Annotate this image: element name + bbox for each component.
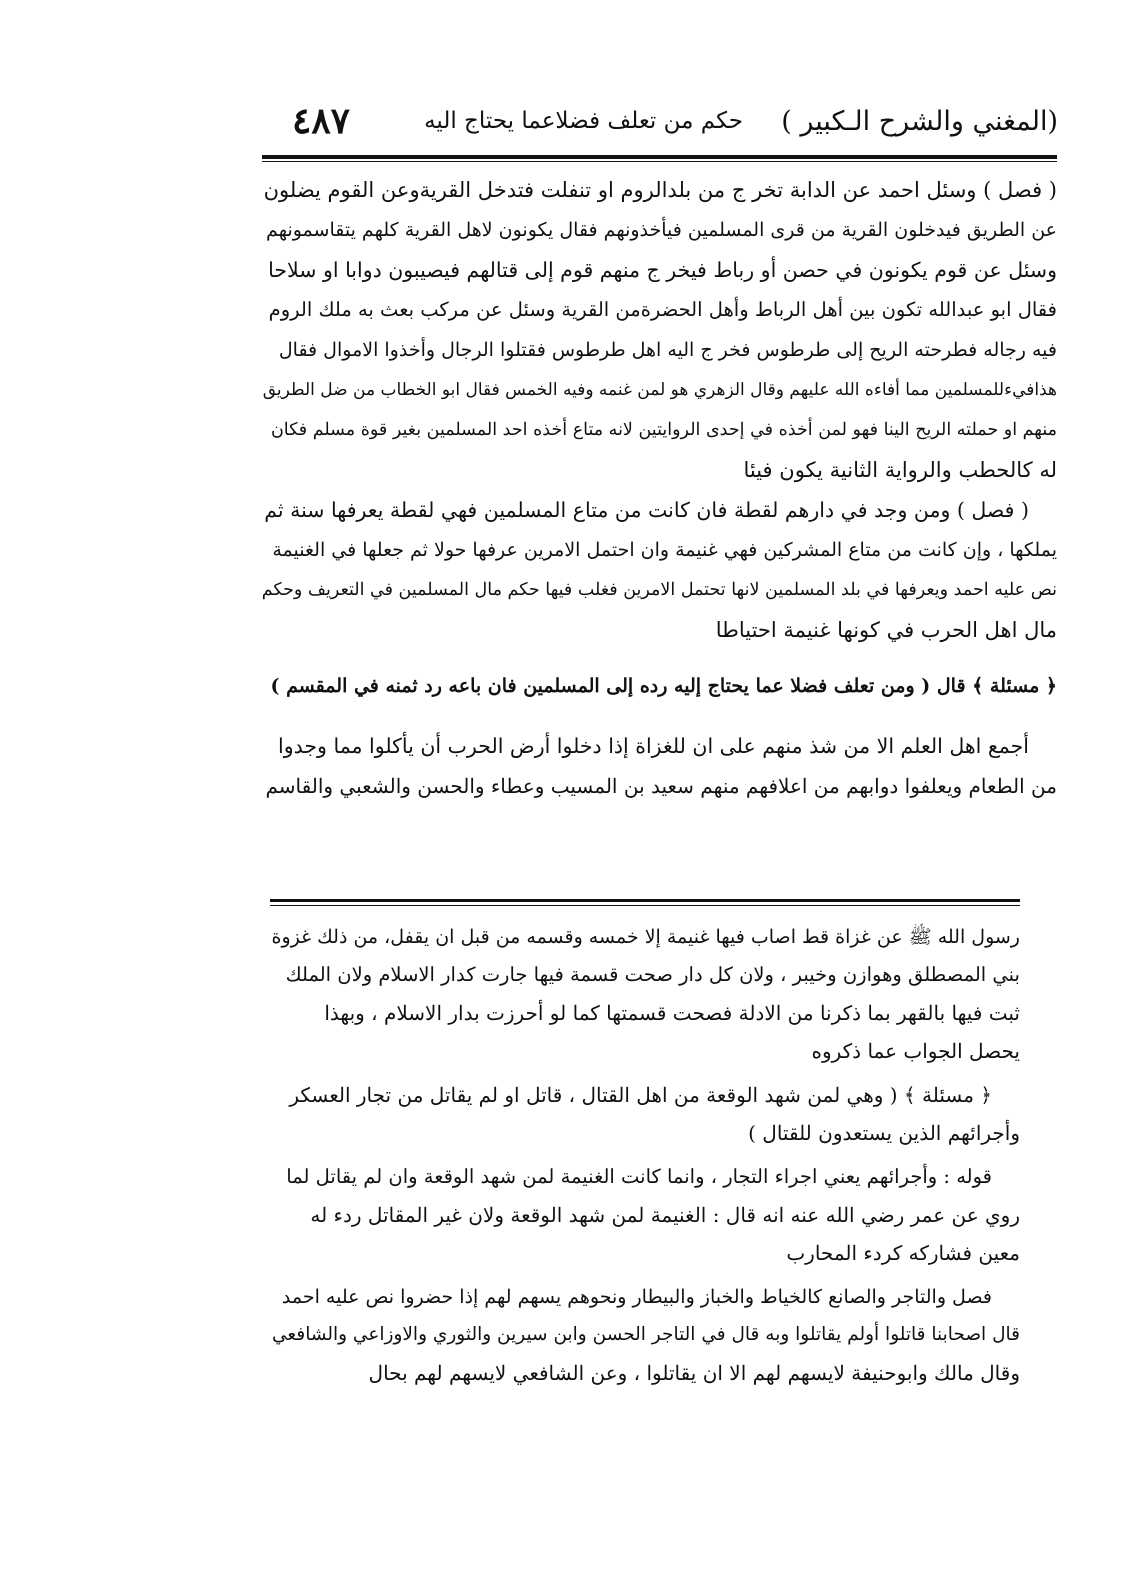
text-line: بني المصطلق وهوازن وخيبر ، ولان كل دار صحت قسمة فيها جارت كدار الاسلام ولان الملك [285,963,1020,986]
text-line: من الطعام ويعلفوا دوابهم من اعلافهم منهم سعيد بن المسيب وعطاء والحسن والشعبي والقاسم [265,774,1057,798]
page-number: ٤٨٧ [292,100,351,142]
page-header [258,100,1058,152]
text-line: ثبت فيها بالقهر بما ذكرنا من الادلة فصحت قسمتها كما لو أحرزت بدار الاسلام ، وبهذا [324,1001,1020,1025]
text-line: هذافيءللمسلمين مما أفاءه الله عليهم وقال الزهري هو لمن غنمه وفيه الخمس فقال ابو الخطاب من ضل الطريق [262,380,1057,400]
running-section-title: حكم من تعلف فضلاعما يحتاج اليه [424,108,743,134]
text-line: منهم او حملته الريح الينا فهو لمن أخذه في إحدى الروايتين لانه متاع أخذه احد المسلمين بغير قوة مسلم فكان [270,420,1057,440]
lower-text-block [270,918,1020,1392]
text-line: وقال مالك وابوحنيفة لايسهم لهم الا ان يقاتلوا ، وعن الشافعي لايسهم لهم بحال [368,1361,1020,1385]
upper-text-block [262,170,1057,806]
text-line: فيه رجاله فطرحته الريح إلى طرطوس فخر ج اليه اهل طرطوس فقتلوا الرجال وأخذوا الاموال فقال [278,339,1057,361]
text-line: روي عن عمر رضي الله عنه انه قال : الغنيمة لمن شهد الوقعة ولان غير المقاتل ردء له [310,1203,1020,1227]
text-line: له كالحطب والرواية الثانية يكون فيئا [743,458,1057,482]
text-line: معين فشاركه كردء المحارب [786,1241,1020,1265]
text-line: فقال ابو عبدالله تكون بين أهل الرباط وأهل الحضرةمن القرية وسئل عن مركب بعث به ملك الروم [268,298,1057,321]
header-rule-thin [262,161,1057,162]
text-line: ( فصل ) ومن وجد في دارهم لقطة فان كانت من متاع المسلمين فهي لقطة يعرفها سنة ثم [264,498,1029,522]
text-line: قوله : وأجرائهم يعني اجراء التجار ، وانما كانت الغنيمة لمن شهد الوقعة وان لم يقاتل لما [286,1165,992,1188]
text-line: يملكها ، وإن كانت من متاع المشركين فهي غنيمة وان احتمل الامرين عرفها حولا ثم جعلها في الغنيمة [272,539,1057,561]
masala-heading: ﴿ مسئلة ﴾ قال ( ومن تعلف فضلا عما يحتاج إليه رده إلى المسلمين فان باعه رد ثمنه في المقسم ) [270,675,1057,697]
text-line: نص عليه احمد ويعرفها في بلد المسلمين لانها تحتمل الامرين فغلب فيها حكم مال المسلمين في التعريف وحكم [262,580,1057,600]
text-line: قال اصحابنا قاتلوا أولم يقاتلوا وبه قال في التاجر الحسن وابن سيرين والثوري والاوزاعي والشافعي [272,1324,1020,1345]
header-rule [262,155,1057,159]
text-line: فصل والتاجر والصانع كالخياط والخباز والبيطار ونحوهم يسهم لهم إذا حضروا نص عليه احمد [281,1286,992,1308]
text-line: رسول الله ﷺ عن غزاة قط اصاب فيها غنيمة إلا خمسه وقسمه من قبل ان يقفل، من ذلك غزوة [271,926,1020,948]
text-line: ( فصل ) وسئل احمد عن الدابة تخر ج من بلدالروم او تنفلت فتدخل القريةوعن القوم يضلون [263,178,1057,202]
text-line: وأجرائهم الذين يستعدون للقتال ) [748,1121,1020,1145]
running-book-title: (المغني والشرح الـكبير ) [781,106,1058,137]
section-divider [270,899,1020,902]
text-line: يحصل الجواب عما ذكروه [811,1039,1020,1063]
text-line: أجمع اهل العلم الا من شذ منهم على ان للغزاة إذا دخلوا أرض الحرب أن يأكلوا مما وجدوا [278,734,1029,758]
text-line: مال اهل الحرب في كونها غنيمة احتياطا [715,618,1057,642]
masala-line: ﴿ مسئلة ﴾ ( وهي لمن شهد الوقعة من اهل القتال ، قاتل او لم يقاتل من تجار العسكر [289,1083,992,1107]
text-line: وسئل عن قوم يكونون في حصن أو رباط فيخر ج منهم قوم إلى قتالهم فيصيبون دوابا او سلاحا [268,258,1057,282]
section-divider-thin [270,905,1020,906]
text-line: عن الطريق فيدخلون القرية من قرى المسلمين فيأخذونهم فقال يكونون لاهل القرية كلهم يتقاسمونهم [266,219,1057,241]
